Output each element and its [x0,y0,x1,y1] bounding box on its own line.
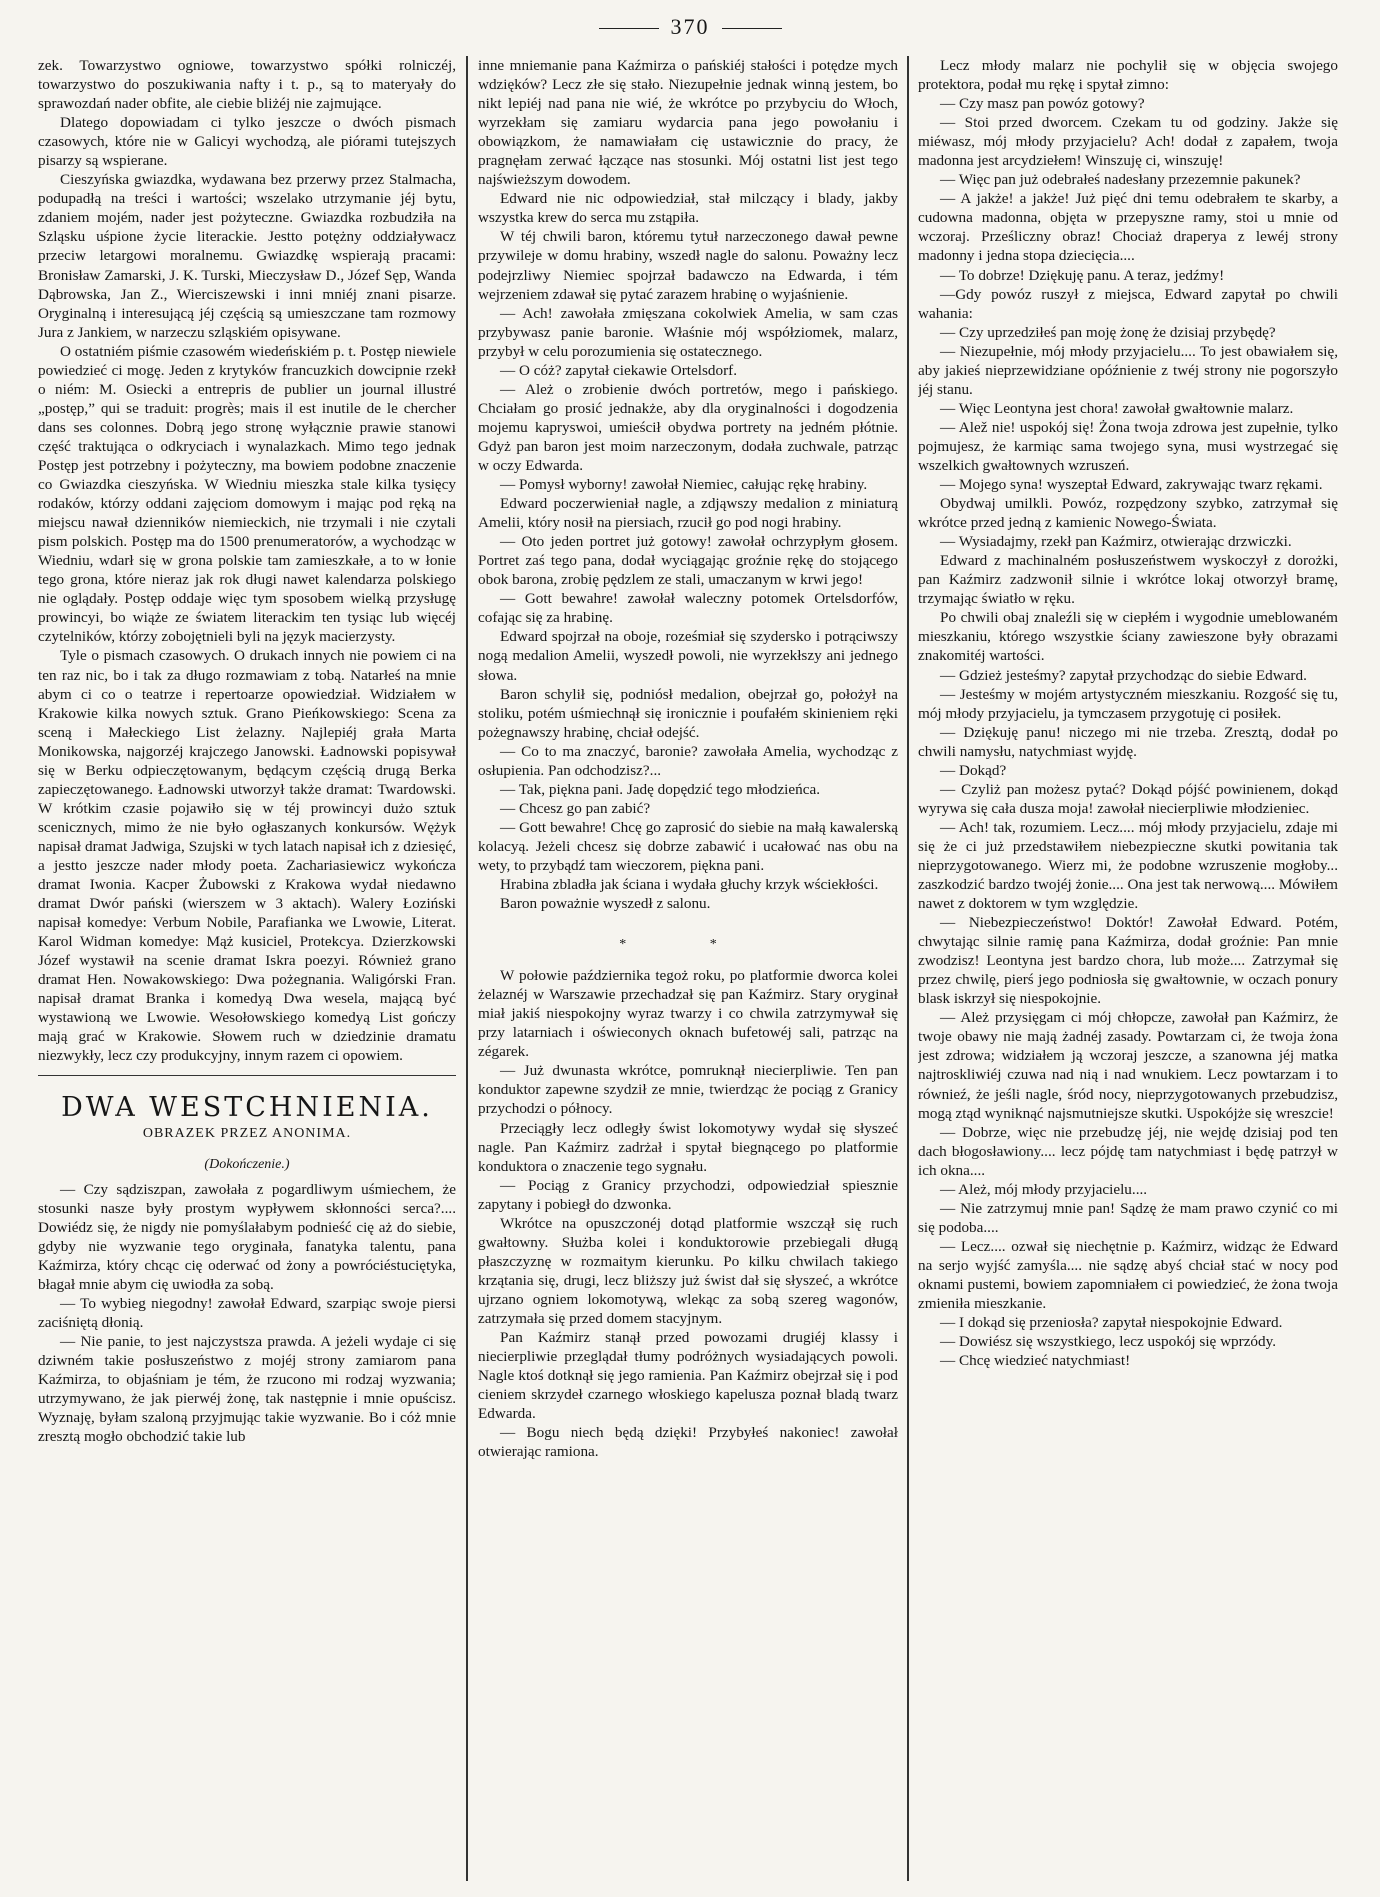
page-number-rule-right [722,28,782,29]
paragraph: Lecz młody malarz nie pochylił się w objęcia swojego protektora, podał mu rękę i spytał zimno: [918,57,1338,94]
paragraph: — A jakże! a jakże! Już pięć dni temu odebrałem te skarby, a cudowna madonna, objęta w przepyszne ramy, stoi u mnie od wczoraj. Prześliczny obraz! Chociaż draperya z lewéj strony madonny i jedna stopa dziecięcia.... [918,190,1338,265]
page-number [0,14,1380,40]
paragraph: — Ach! tak, rozumiem. Lecz.... mój młody przyjacielu, zdaje mi się że ci już przedstawiłem niebezpieczne skutki powitania tak nieprzygotowanego. Wierz mi, że podobne wzruszenie mogłoby... zaszkodzić bardzo twojéj żonie.... Ona jest tak nerwową.... Mówiłem nawet z doktorem w tym względzie. [918,818,1338,913]
paragraph: — Dokąd? [940,761,1007,779]
paragraph: — Ależ przysięgam ci mój chłopcze, zawołał pan Kaźmirz, że twoje obawy nie mają żadnéj zasady. Powtarzam ci, że twoja żona jest zdrowa; widziałem ją wczoraj jeszcze, a szanowna jéj matka najtroskliwiéj czuwa nad nią i nad wnukiem. Lecz powtarzam i to równieź, że jeśli nagle, śród nocy, nieprzygotowanych przebudzisz, mogą ztąd wyniknąć najsmutniejsze skutki. Uspokójże się wreszcie! [918,1009,1338,1122]
paragraph: — Dobrze, więc nie przebudzę jéj, nie wejdę dzisiaj pod ten dach błogosławiony.... lecz pójdę tam natychmiast i będę patrzył w ich okna.... [918,1123,1338,1179]
paragraph: — To wybieg niegodny! zawołał Edward, szarpiąc swoje piersi zaciśniętą dłonią. [38,1294,456,1331]
paragraph: — I dokąd się przeniosła? zapytał niespokojnie Edward. [940,1314,1283,1332]
paragraph: — To dobrze! Dziękuję panu. A teraz, jedźmy! [940,266,1225,284]
paragraph: — Lecz.... ozwał się niechętnie p. Kaźmirz, widząc że Edward na serjo wyjść zamyśla.... nie sądzę abyś chciał stać w nocy pod oknami pustemi, bowiem zapomniałem ci powiedzieć, że żona twoja zmieniła mieszkanie. [918,1237,1338,1313]
paragraph: — Co to ma znaczyć, baronie? zawołała Amelia, wychodząc z osłupienia. Pan odchodzisz?... [478,742,898,779]
paragraph: — Dowiész się wszystkiego, lecz uspokój się wprzódy. [940,1333,1277,1351]
paragraph: Edward spojrzał na oboje, roześmiał się szydersko i potrąciwszy nogą medalion Amelii, wyszedł powoli, nie wyrzekłszy ani jednego słowa. [478,628,898,684]
paragraph: Dlatego dopowiadam ci tylko jeszcze o dwóch pismach czasowych, które nie w Galicyi wychodzą, ale piórami tutejszych pisarzy są wspierane. [38,114,456,170]
paragraph: Edward nie nic odpowiedział, stał milczący i blady, jakby wszystka krew do serca mu zstąpiła. [478,190,898,227]
paragraph: — Czy uprzedziłeś pan moję żonę że dzisiaj przybędę? [940,323,1276,341]
paragraph: W téj chwili baron, któremu tytuł narzeczonego dawał pewne przywileje w domu hrabiny, wszedł nagle do salonu. Poważny lecz podejrzliwy Niemiec spojrzał badawczo na Edwarda, i tém wejrzeniem zdawał się pytać zarazem hrabinę o wyjaśnienie. [478,228,898,303]
paragraph: — Niezupełnie, mój młody przyjacielu.... To jest obawiałem się, aby jakieś nieprzewidziane opóźnienie z twéj strony nie pogorszyło jéj stanu. [918,342,1338,398]
paragraph: — Jesteśmy w mojém artystyczném mieszkaniu. Rozgość się tu, mój młody przyjacielu, ja tymczasem przygotuję ci posiłek. [918,685,1338,722]
column-divider-1 [466,56,468,1881]
paragraph: — Nie zatrzymuj mnie pan! Sądzę że mam prawo czynić co mi się podoba.... [918,1199,1338,1236]
paragraph: — Gott bewahre! Chcę go zaprosić do siebie na małą kawalerską kolacyą. Jeżeli chcesz się dobrze zabawić i ucałować nas obu na wety, to przybądź tam wieczorem, piękna pani. [478,818,898,874]
paragraph: Edward z machinalném posłuszeństwem wyskoczył z dorożki, pan Kaźmirz zadzwonił silnie i wkrótce lokaj otworzył bramę, trzymając światło w ręku. [918,552,1338,608]
paragraph: — Ach! zawołała zmięszana cokolwiek Amelia, w sam czas przybywasz panie baronie. Właśnie mój współziomek, malarz, przybył w celu porozumienia się ostatecznego. [478,304,898,360]
paragraph: Baron poważnie wyszedł z salonu. [500,895,711,913]
paragraph: — Niebezpieczeństwo! Doktór! Zawołał Edward. Potém, chwytając silnie ramię pana Kaźmirza, dodał groźnie: Pan mnie zwodzisz! Leontyna jest bardzo chora, lub może.... Zatrzymał się przez chwilę, pierś jego podniosła się gwałtownie, w oczach ponury blask iskrzył się niespokojnie. [918,914,1338,1008]
paragraph: Po chwili obaj znaleźli się w ciepłém i wygodnie umeblowaném mieszkaniu, którego wszystkie ściany zawieszone były obrazami znakomitéj wartości. [918,609,1338,665]
paragraph: Cieszyńska gwiazdka, wydawana bez przerwy przez Stalmacha, podupadłą na treści i wartości; wszelako utrzymanie jéj bytu, zdaniem mojém, nader jest pożyteczne. Gwiazdka rozbudziła na Szląsku uśpione życie literackie. Jestto potężny oddziaływacz przeciw letargowi moralnemu. Gwiazdkę wspierają pracami: Bronisław Zamarski, J. K. Turski, Mieczysław D., Józef Sęp, Wanda Dąbrowska, Jan Z., Wierciszewski i inni mniéj znani pisarze. Oryginalną i interesującą jéj częścią są umieszczane tam rozmowy Jura z Jankiem, w narzeczu szląskiém opisywane. [38,171,456,341]
paragraph: —Gdy powóz ruszył z miejsca, Edward zapytał po chwili wahania: [918,285,1338,322]
paragraph: — Chcę wiedzieć natychmiast! [940,1352,1131,1370]
column-2 [478,56,898,1886]
paragraph: — Więc pan już odebrałeś nadesłany przezemnie pakunek? [940,171,1301,189]
column-1 [38,56,456,1886]
paragraph: — Więc Leontyna jest chora! zawołał gwałtownie malarz. [940,399,1294,417]
paragraph: — Gott bewahre! zawołał waleczny potomek Ortelsdorfów, cofając się za hrabinę. [478,590,898,627]
paragraph: inne mniemanie pana Kaźmirza o pańskiéj stałości i potędze mych wdzięków? Lecz złe się stało. Niezupełnie jednak winną jestem, bo nikt lepiéj nad pana nie wié, że wkrótce po przybyciu do Włoch, wyrzekłam się zamiaru wydarcia pana jego powołaniu i obowiązkom, że namawiałam cię ustawicznie do pracy, że pragnęłam zerwać łączące nas stosunki. Mój ostatni list jest tego najświeższym dowodem. [478,57,898,189]
section-separator [38,1075,456,1076]
paragraph: — Gdzież jesteśmy? zapytał przychodząc do siebie Edward. [940,666,1307,684]
paragraph: — Czyliż pan możesz pytać? Dokąd pójść powinienem, dokąd wyrywa się cała dusza moja! zawołał niecierpliwie młodzieniec. [918,780,1338,817]
paragraph: Obydwaj umilkli. Powóz, rozpędzony szybko, zatrzymał się wkrótce przed jedną z kamienic Nowego-Świata. [918,495,1338,532]
paragraph: — Chcesz go pan zabić? [500,799,651,817]
page-number-rule-left [599,28,659,29]
paragraph: — Czy masz pan powóz gotowy? [940,95,1145,113]
paragraph: — Stoi przed dworcem. Czekam tu od godziny. Jakże się miéwasz, mój młody przyjacielu? Ach! dodał z zapałem, twoja madonna jest arcydziełem! Winszuję ci, winszuję! [918,114,1338,170]
paragraph: — Czy sądziszpan, zawołała z pogardliwym uśmiechem, że stosunki nasze były prostym wypływem skłonności serca?.... Dowiédz się, że nigdy nie pomyślałabym podnieść cię aż do siebie, gdyby nie wyzwanie tego oryginała, fanatyka talentu, pana Kaźmirza, który chcąc cię oderwać od żony a powróciéstuciętyka, błagał mnie abym cię uwiodła za sobą. [38,1180,456,1293]
paragraph: Baron schylił się, podniósł medalion, obejrzał go, położył na stoliku, potém uśmiechnął się ironicznie i poufałém skinieniem ręki pożegnawszy hrabinę, chciał odejść. [478,685,898,741]
story-subtitle: OBRAZEK PRZEZ ANONIMA. [142,1125,352,1141]
paragraph: Hrabina zbladła jak ściana i wydała głuchy krzyk wściekłości. [500,876,879,894]
page-number-text: 370 [670,14,710,39]
paragraph: — Oto jeden portret już gotowy! zawołał ochrzypłym głosem. Portret zaś tego pana, dodał wyciągając groźnie rękę do stojącego obok barona, zrobię pędzlem ze stali, umaczanym w krwi jego! [478,533,898,589]
paragraph: — Ależ, mój młody przyjacielu.... [940,1180,1148,1198]
continuation-note: (Dokończenie.) [204,1156,290,1172]
column-3 [918,56,1338,1886]
paragraph: Pan Kaźmirz stanął przed powozami drugiéj klassy i niecierpliwie przeglądał tłumy podróżnych wysiadających powoli. Nagle ktoś dotknął się jego ramienia. Pan Kaźmirz obejrzał się i pod cieniem skrzydeł czarnego włoskiego kapelusza poznał bladą twarz Edwarda. [478,1329,898,1423]
paragraph: — Alež nie! uspokój się! Żona twoja zdrowa jest zupełnie, tylko pojmujesz, że karmiąc sama twojego syna, musi wystrzegać się wszelkich gwałtownych wzruszeń. [918,418,1338,474]
paragraph: Wkrótce na opuszczonéj dotąd platformie wszczął się ruch gwałtowny. Służba kolei i konduktorowie przebiegali długą płaszczyznę w rozmaitym kierunku. Po kilku chwilach takiego krzątania się, drugi, lecz bliższy już świst dał się słyszeć, a wkrótce ujrzano ogniem lokomotywą, wlekąc za sobą szereg wagonów, zatrzymała się przed domem stacyjnym. [478,1214,898,1327]
section-stars: * * [619,937,757,953]
paragraph: — Pomysł wyborny! zawołał Niemiec, całując rękę hrabiny. [500,476,868,494]
paragraph: — Wysiadajmy, rzekł pan Kaźmirz, otwierając drzwiczki. [940,533,1292,551]
paragraph: — Już dwunasta wkrótce, pomruknął niecierpliwie. Ten pan konduktor zapewne szydził ze mnie, twierdząc że pociąg z Granicy przychodzi o północy. [478,1062,898,1118]
paragraph: — Mojego syna! wyszeptał Edward, zakrywając twarz rękami. [940,476,1323,494]
paragraph: Przeciągły lecz odległy świst lokomotywy wydał się słyszeć nagle. Pan Kaźmirz zadrżał i spytał biegnącego po platformie konduktora o znaczenie tego sygnału. [478,1119,898,1175]
paragraph: — Tak, piękna pani. Jadę dopędzić tego młodzieńca. [500,780,821,798]
story-title: DWA WESTCHNIENIA. [61,1092,433,1124]
paragraph: — O cóż? zapytał ciekawie Ortelsdorf. [500,361,737,379]
paragraph: — Bogu niech będą dzięki! Przybyłeś nakoniec! zawołał otwierając ramiona. [478,1424,898,1461]
paragraph: — Dziękuję panu! niczego mi nie trzeba. Zresztą, dodał po chwili namysłu, natychmiast wyjdę. [918,723,1338,760]
paragraph: Edward poczerwieniał nagle, a zdjąwszy medalion z miniaturą Amelii, który nosił na piersiach, rzucił go pod nogi hrabiny. [478,495,898,532]
paragraph: — Pociąg z Granicy przychodzi, odpowiedział spiesznie zapytany i pobiegł do dzwonka. [478,1176,898,1213]
paragraph: zek. Towarzystwo ogniowe, towarzystwo spółki rolniczéj, towarzystwo do poszukiwania nafty i t. p., są to materyały do sprawozdań nader obfite, ale ciebie bliżéj nie zajmujące. [38,57,456,113]
paragraph: — Ależ o zrobienie dwóch portretów, mego i pańskiego. Chciałam go prosić jednakże, aby dla oryginalności i dogodzenia mojemu kapryswoi, umieścił obydwa portrety na jedném płótnie. Gdyż pan baron jest moim narzeczonym, dodała zuchwale, patrząc w oczy Edwarda. [478,380,898,474]
paragraph: O ostatniém piśmie czasowém wiedeńskiém p. t. Postęp niewiele powiedzieć ci mogę. Jeden z krytyków francuzkich dowcipnie rzekł o niém: M. Osiecki a entrepris de publier un journal illustré „postęp,” qui se traduit: progrès; mais il est inutile de le chercher dans ses colonnes. Dobrą jego stronę wyłącznie prawie stanowi część traktująca o odkryciach i wynalazkach. Mimo tego jednak Postęp jest potrzebny i pożyteczny, ma bowiem podobne znaczenie co Gwiazdka cieszyńska. W Wiedniu mieszka stale kilka tysięcy rodaków, którzy oddani zajęciom domowym i mając pod ręką na miejscu nawał dzienników niemieckich, nie trzymali i nie czytali pism polskich. Postęp ma do 1500 prenumeratorów, a wychodząc w Wiedniu, wdarł się w grona polskie tam zamieszkałe, a to w łonie tego grona, które nieraz jak rok długi nawet kalendarza polskiego nie oglądały. Postęp oddaje więc tym sposobem wielką przysługę prowincyi, bo wiąże ze światem literackim ten tysiąc lub więcéj czytelników, którzy zobojętnieli byli na język macierzysty. [38,342,456,646]
column-divider-2 [907,56,909,1881]
paragraph: Tyle o pismach czasowych. O drukach innych nie powiem ci na ten raz nic, bo i tak za długo rozmawiam z tobą. Natarłeś na mnie abym ci co o teatrze i repertoarze opowiedział. Widziałem w Krakowie kilka nowych sztuk. Grano Pieńkowskiego: Scena za sceną i Małeckiego List żelazny. Najlepiéj grała Marta Monikowska, najgorzéj krajczego Janowski. Ładnowski popisywał się w Berku odpieczętowanym, będącym częścią drugą Berka zapieczętowanego. Ładnowski utworzył także dramat: Twardowski. W krótkim czasie pojawiło się w téj prowincyi dużo sztuk scenicznych, mimo że nie było ogłaszanych konkursów. Wężyk napisał dramat Jadwiga, Szujski w tych latach napisał ich z dziesięć, a jestto jeszcze nader młody poeta. Zachariasiewicz wykończa dramat Iwonia. Kacper Żubowski z Krakowa wydał niedawno dramat Dwór pański (wierszem w 3 aktach). Walery Łoziński napisał komedye: Verbum Nobile, Parafianka we Lwowie, Literat. Karol Widman komedye: Mąż kusiciel, Protekcya. Dzierzkowski Józef wystawił na scenie dramat Iskra poezyi. Również grano dramat Hen. Nowakowskiego: Dwa pożegnania. Waligórski Fran. napisał dramat Branka i komedyą Dwa wesela, mającą być wystawioną we Lwowie. Wesołowskiego komedyą List gończy mają grać w Krakowie. Słowem ruch w dziedzinie dramatu niezwykły, lecz czy produkcyjny, innym razem ci opowiem. [38,647,456,1065]
paragraph: W połowie października tegoż roku, po platformie dworca kolei żelaznéj w Warszawie przechadzał się pan Kaźmirz. Stary oryginał miał jakiś niespokojny wyraz twarzy i co chwila zatrzymywał się przy latarniach i oświeconych oknach bufetowéj sali, patrząc na zégarek. [478,967,898,1061]
paragraph: — Nie panie, to jest najczystsza prawda. A jeżeli wydaje ci się dziwném takie posłuszeństwo z mojéj strony zamiarom pana Kaźmirza, to objaśniam je tém, że rzucono mi rodzaj wyzwania; utrzymywano, że jak pierwéj żonę, tak następnie i mnie opuścisz. Wyznaję, byłam szaloną przyjmując takie wyzwanie. Bo i cóż mnie zresztą mogło obchodzić takie lub [38,1333,456,1446]
